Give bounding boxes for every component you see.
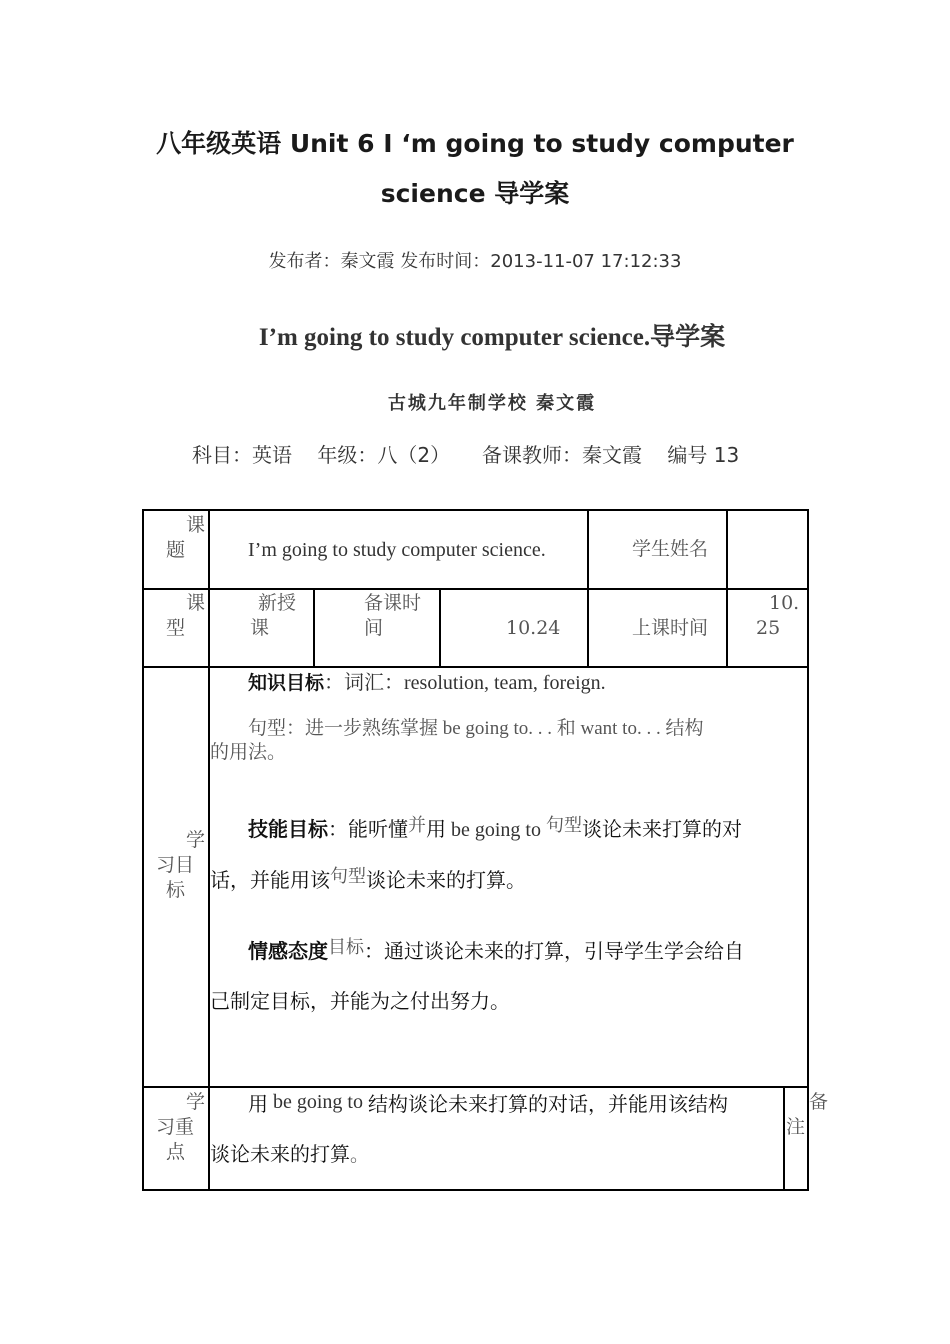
- table-border: [726, 509, 728, 668]
- prep-time-value: 10.24: [506, 617, 561, 639]
- skill-goal-line1: 技能目标：能听懂并用 be going to 句型谈论未来打算的对: [248, 815, 742, 841]
- table-border: [587, 509, 589, 668]
- lesson-type-b: 课: [250, 617, 270, 639]
- course-info: 科目：英语 年级：八（2） 备课教师：秦文霞 编号 13: [192, 443, 740, 467]
- skill-goal-line2: 话，并能用该句型谈论未来的打算。: [210, 866, 526, 892]
- row-label-focus-b: 习重: [156, 1116, 195, 1138]
- lesson-topic: I’m going to study computer science.: [248, 539, 546, 561]
- table-border: [208, 509, 210, 1191]
- sentence-goal: 句型：进一步熟练掌握 be going to. . . 和 want to. . . 结构 的用法。: [210, 718, 704, 763]
- prep-time-label-a: 备课时: [364, 592, 422, 614]
- row-label-topic-a: 课: [186, 514, 206, 536]
- row-label-goals-c: 标: [166, 879, 186, 901]
- lesson-subtitle: I’m going to study computer science.导学案: [258, 324, 726, 351]
- publish-meta: 发布者：秦文霞 发布时间：2013-11-07 17:12:33: [268, 251, 682, 272]
- table-border: [439, 588, 441, 668]
- table-border: [313, 588, 315, 668]
- note-label-b: 注: [786, 1116, 806, 1138]
- table-border: [783, 1086, 785, 1191]
- focus-line2: 谈论未来的打算。: [210, 1142, 370, 1166]
- focus-line1: 用 be going to 结构谈论未来打算的对话，并能用该结构: [248, 1091, 728, 1116]
- table-border: [142, 509, 144, 1191]
- table-border: [142, 666, 809, 668]
- row-label-type-a: 课: [186, 592, 206, 614]
- row-label-goals-a: 学: [186, 829, 206, 851]
- student-name-label: 学生姓名: [632, 538, 709, 560]
- document-title-line1: 八年级英语 Unit 6 I ‘m going to study computer: [156, 129, 794, 158]
- school-author: 古城九年制学校 秦文霞: [387, 393, 597, 414]
- knowledge-goal: 知识目标：词汇：resolution, team, foreign.: [248, 672, 606, 694]
- row-label-type-b: 型: [166, 617, 186, 639]
- lesson-type-a: 新授: [258, 592, 297, 614]
- emotion-goal-line2: 己制定目标，并能为之付出努力。: [210, 989, 510, 1013]
- prep-time-label-b: 间: [364, 617, 384, 639]
- document-title-line2: science 导学案: [380, 179, 570, 208]
- class-time-value-b: 25: [756, 617, 781, 639]
- emotion-goal-line1: 情感态度目标：通过谈论未来的打算，引导学生学会给自: [248, 937, 744, 963]
- table-border: [142, 588, 809, 590]
- row-label-goals-b: 习目: [156, 854, 195, 876]
- table-border: [807, 509, 809, 1191]
- class-time-label: 上课时间: [632, 617, 709, 639]
- note-label-a: 备: [809, 1091, 829, 1113]
- table-border: [142, 1189, 809, 1191]
- table-border: [142, 509, 809, 511]
- row-label-focus-c: 点: [166, 1141, 186, 1163]
- class-time-value-a: 10.: [769, 592, 800, 614]
- row-label-topic-b: 题: [166, 539, 186, 561]
- table-border: [142, 1086, 809, 1088]
- row-label-focus-a: 学: [186, 1091, 206, 1113]
